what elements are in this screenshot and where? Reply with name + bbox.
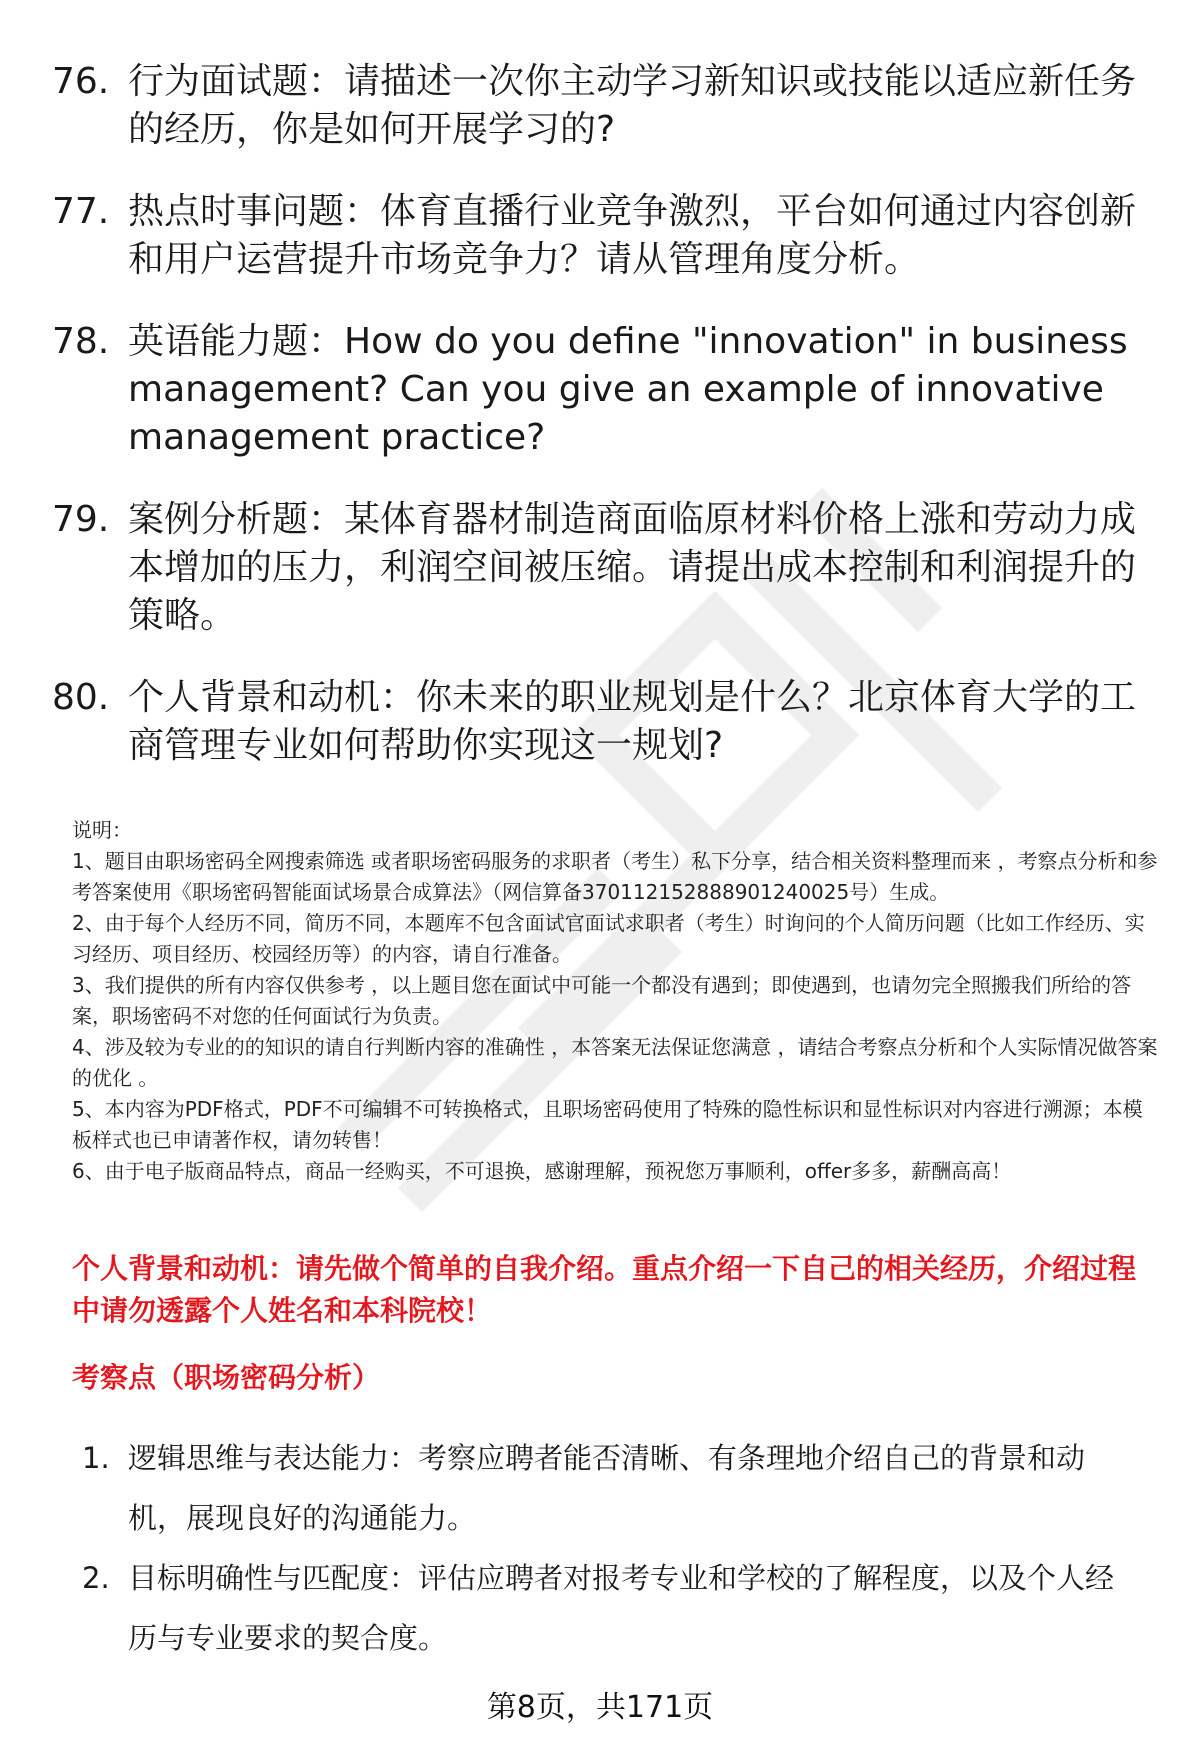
analysis-number: 1.: [82, 1441, 110, 1475]
analysis-number: 2.: [82, 1561, 110, 1595]
question-number: 76.: [52, 61, 110, 102]
question-item: [52, 318, 1142, 462]
notes-item: 1、题目由职场密码全网搜索筛选 或者职场密码服务的求职者（考生）私下分享，结合相关资料整理而来 ，考察点分析和参考答案使用《职场密码智能面试场景合成算法》（网信算备370112152888901240025号）生成。: [72, 849, 1158, 904]
analysis-item: [82, 1428, 1142, 1548]
page-footer: 第8页，共171页: [486, 1690, 714, 1725]
question-number: 79.: [52, 499, 110, 540]
notes-title: 说明：: [72, 818, 132, 842]
analysis-list: [82, 1428, 1142, 1668]
question-item: [52, 496, 1142, 640]
question-item: [52, 188, 1142, 284]
question-number: 80.: [52, 677, 110, 718]
section-title: 考察点（职场密码分析）: [72, 1361, 381, 1394]
question-item: [52, 58, 1142, 154]
notes-item: 6、由于电子版商品特点，商品一经购买，不可退换，感谢理解，预祝您万事顺利，offer多多，薪酬高高！: [72, 1159, 1012, 1183]
analysis-text: 逻辑思维与表达能力：考察应聘者能否清晰、有条理地介绍自己的背景和动机，展现良好的沟通能力。: [128, 1441, 1086, 1535]
question-text: 个人背景和动机：你未来的职业规划是什么？北京体育大学的工商管理专业如何帮助你实现这一规划?: [128, 677, 1137, 766]
notes-section: [72, 815, 1162, 1187]
notes-item: 4、涉及较为专业的的知识的请自行判断内容的准确性 ，本答案无法保证您满意 ，请结合考察点分析和个人实际情况做答案的优化 。: [72, 1035, 1158, 1090]
notes-item: 5、本内容为PDF格式，PDF不可编辑不可转换格式，且职场密码使用了特殊的隐性标识和显性标识对内容进行溯源；本模板样式也已申请著作权，请勿转售！: [72, 1097, 1143, 1152]
notes-item: 3、我们提供的所有内容仅供参考 ，以上题目您在面试中可能一个都没有遇到；即使遇到，也请勿完全照搬我们所给的答案，职场密码不对您的任何面试行为负责。: [72, 973, 1132, 1028]
question-list: [52, 58, 1142, 804]
analysis-item: [82, 1548, 1142, 1668]
question-text: 行为面试题：请描述一次你主动学习新知识或技能以适应新任务的经历，你是如何开展学习的?: [128, 61, 1137, 150]
question-number: 77.: [52, 191, 110, 232]
question-item: [52, 674, 1142, 770]
highlight-question: 个人背景和动机：请先做个简单的自我介绍。重点介绍一下自己的相关经历，介绍过程中请勿透露个人姓名和本科院校！: [72, 1252, 1137, 1327]
notes-item: 2、由于每个人经历不同，简历不同，本题库不包含面试官面试求职者（考生）时询问的个人简历问题（比如工作经历、实习经历、项目经历、校园经历等）的内容，请自行准备。: [72, 911, 1145, 966]
question-text: 热点时事问题：体育直播行业竞争激烈，平台如何通过内容创新和用户运营提升市场竞争力？请从管理角度分析。: [128, 191, 1137, 280]
analysis-text: 目标明确性与匹配度：评估应聘者对报考专业和学校的了解程度，以及个人经历与专业要求的契合度。: [128, 1561, 1115, 1655]
question-number: 78.: [52, 321, 110, 362]
question-text: 案例分析题：某体育器材制造商面临原材料价格上涨和劳动力成本增加的压力，利润空间被压缩。请提出成本控制和利润提升的策略。: [128, 499, 1137, 636]
question-text: 英语能力题：How do you define "innovation" in business management? Can you give an example of innovative management practice?: [128, 321, 1128, 458]
